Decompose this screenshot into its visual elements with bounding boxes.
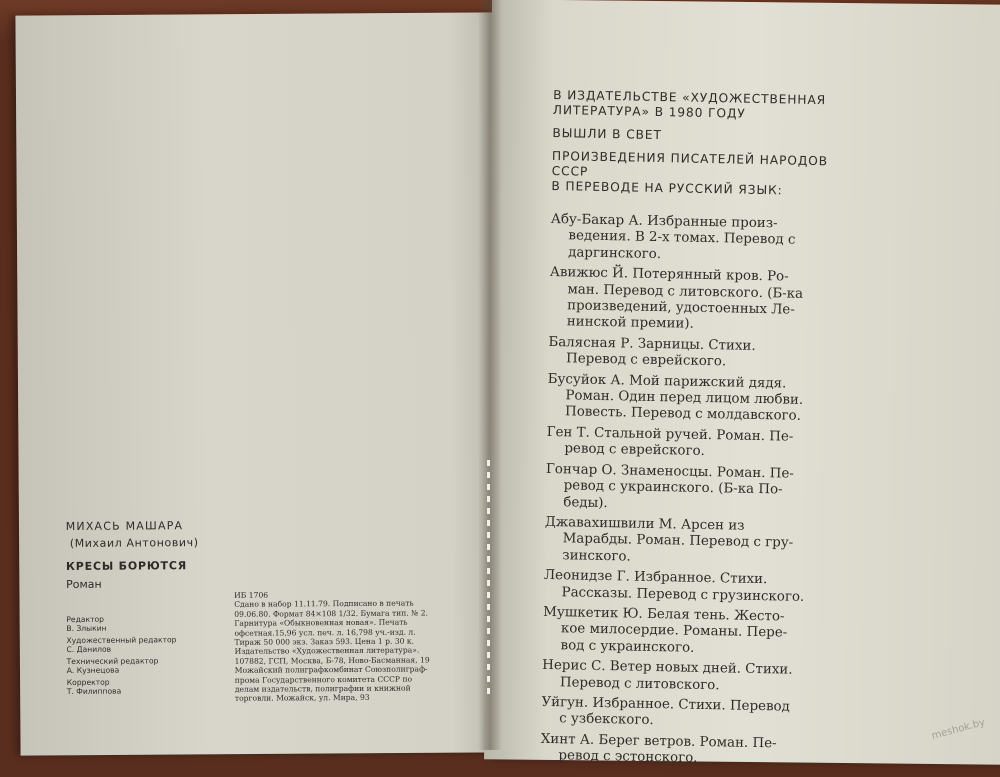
credit-name: С. Данилов xyxy=(66,644,112,654)
credit-name: В. Злыкин xyxy=(66,623,107,633)
imprint-line: 09.06.80. Формат 84×108 1/32. Бумага тип. № 2. xyxy=(234,608,428,619)
heading-line: ПРОИЗВЕДЕНИЯ ПИСАТЕЛЕЙ НАРОДОВ СССР xyxy=(551,148,829,179)
book-gutter xyxy=(478,0,502,750)
heading-line: ВЫШЛИ В СВЕТ xyxy=(552,125,662,143)
list-item-line: Повесть. Перевод с молдавского. xyxy=(564,404,802,425)
list-item xyxy=(541,695,842,734)
imprint-line: делам издательств, полиграфии и книжной xyxy=(234,683,411,694)
list-item-line: ревод с эстонского. xyxy=(558,748,698,767)
imprint-line: Можайский полиграфкомбинат Союзполиграф- xyxy=(234,664,428,676)
list-item-line: ревод с украинского. (Б-ка По- xyxy=(563,478,783,498)
list-item xyxy=(540,732,841,771)
list-item-line: вод с украинского. xyxy=(560,637,695,656)
imprint-line: ИБ 1706 xyxy=(234,590,269,600)
credit-name: А. Кузнецова xyxy=(66,665,120,675)
list-item xyxy=(547,372,848,427)
watermark: meshok.by xyxy=(930,717,987,742)
list-item-first-line: Мушкетик Ю. Белая тень. Жесто- xyxy=(543,604,785,625)
list-item xyxy=(544,515,845,570)
list-item xyxy=(542,658,843,697)
list-item-line: ман. Перевод с литовского. (Б-ка xyxy=(567,281,804,302)
credit-role: Технический редактор xyxy=(66,656,159,666)
list-item-line: даргинского. xyxy=(568,245,662,262)
list-item-line: Марабды. Роман. Перевод с гру- xyxy=(562,531,794,551)
imprint-line: торговли. Можайск, ул. Мира, 93 xyxy=(234,693,370,704)
list-item-first-line: Хинт А. Берег ветров. Роман. Пе- xyxy=(540,731,777,752)
list-item-line: с узбекского. xyxy=(559,711,654,729)
imprint-line: офсетная.15,96 усл. печ. л. 16,798 уч.-изд. л. xyxy=(234,627,416,638)
list-item-first-line: Уйгун. Избранное. Стихи. Перевод xyxy=(541,694,791,715)
list-item-first-line: Ген Т. Стальной ручей. Роман. Пе- xyxy=(546,424,794,445)
credits-block xyxy=(66,611,227,696)
list-item-line: Роман. Один перед лицом любви. xyxy=(565,388,804,408)
list-item xyxy=(548,335,849,374)
list-item-line: произведений, удостоенных Ле- xyxy=(566,298,795,318)
author-full-name: (Михаил Антонович) xyxy=(69,536,199,550)
heading-line: В ПЕРЕВОДЕ НА РУССКИЙ ЯЗЫК: xyxy=(551,178,783,198)
list-item xyxy=(550,212,851,267)
list-item-first-line: Нерис С. Ветер новых дней. Стихи. xyxy=(542,658,793,678)
book-list xyxy=(540,212,851,774)
imprint-line: Тираж 50 000 экз. Заказ 593. Цена 1 р. 30 к. xyxy=(234,636,415,647)
credit-name: Т. Филиппова xyxy=(66,686,122,696)
list-item-first-line: Балясная Р. Зарницы. Стихи. xyxy=(548,334,756,354)
list-item-line: Перевод с литовского. xyxy=(559,674,720,693)
list-item-line: зинского. xyxy=(562,547,631,565)
list-item-first-line: Бусуйок А. Мой парижский дядя. xyxy=(547,371,787,392)
list-item-line: ревод с еврейского. xyxy=(564,441,706,460)
credit-role: Корректор xyxy=(66,677,110,687)
credit-role: Художественный редактор xyxy=(66,635,177,645)
list-item-first-line: Авижюс Й. Потерянный кров. Ро- xyxy=(549,265,789,285)
heading-line: ЛИТЕРАТУРА» В 1980 ГОДУ xyxy=(552,102,746,121)
imprint-line: Издательство «Художественная литература». xyxy=(234,645,420,657)
list-item-first-line: Джавахишвили М. Арсен из xyxy=(544,514,745,534)
imprint-line: прома Государственного комитета СССР по xyxy=(234,674,413,685)
list-item xyxy=(549,265,850,336)
imprint-line: Сдано в набор 11.11.79. Подписано в печать xyxy=(234,598,414,610)
list-item-line: кое милосердие. Романы. Пере- xyxy=(560,621,788,641)
list-item-line: Рассказы. Перевод с грузинского. xyxy=(561,584,805,605)
imprint-line: Гарнитура «Обыкновенная новая». Печать xyxy=(234,617,408,629)
list-item-line: Перевод с еврейского. xyxy=(565,351,727,370)
credit-role: Редактор xyxy=(66,614,104,624)
book-title: КРЕСЫ БОРЮТСЯ xyxy=(65,559,188,573)
list-item-line: ведения. В 2-х томах. Перевод с xyxy=(568,228,796,249)
list-item xyxy=(546,425,847,464)
list-heading xyxy=(551,88,853,208)
binding-stitch xyxy=(487,460,490,700)
list-item-line: беды). xyxy=(563,494,608,511)
list-item-first-line: Гончар О. Знаменосцы. Роман. Пе- xyxy=(545,461,794,482)
list-item xyxy=(542,605,843,660)
imprint-block xyxy=(234,589,455,703)
list-item xyxy=(545,462,846,517)
author-name: МИХАСЬ МАШАРА xyxy=(65,519,184,533)
heading-line: В ИЗДАТЕЛЬСТВЕ «ХУДОЖЕСТВЕННАЯ xyxy=(553,87,827,108)
list-item-first-line: Абу-Бакар А. Избранные произ- xyxy=(550,211,778,232)
list-item xyxy=(543,568,844,607)
book-genre: Роман xyxy=(66,577,102,591)
imprint-line: 107882, ГСП, Москва, Б-78, Ново-Басманная, 19 xyxy=(234,655,430,666)
list-item-line: нинской премии). xyxy=(566,314,694,333)
list-item-first-line: Леонидзе Г. Избранное. Стихи. xyxy=(543,568,768,588)
